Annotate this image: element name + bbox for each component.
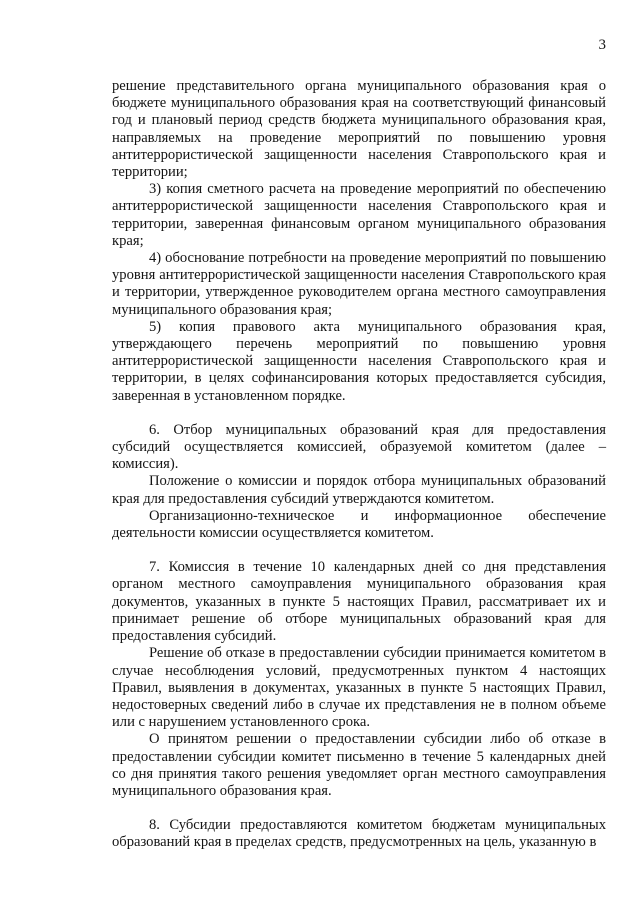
page-number: 3 — [598, 37, 606, 53]
paragraph-refusal-decision: Решение об отказе в предоставлении субсидии принимается комитетом в случае несоблюдения условий, предусмотренных пунктом 4 настоящих Правил, выявления в документах, указанных в пункте 5 настоящих Правил, недостоверных сведений либо в случае их представления не в полном объеме или с нарушением установленного срока. — [112, 645, 606, 731]
paragraph-section-7: 7. Комиссия в течение 10 календарных дней со дня представления органом местного самоуправления муниципального образования края документов, указанных в пункте 5 настоящих Правил, рассматривает их и принимает решение об отборе муниципальных образований края для предоставления субсидий. — [112, 559, 606, 645]
paragraph-item-3: 3) копия сметного расчета на проведение мероприятий по обеспечению антитеррористической защищенности населения Ставропольского края и территории, заверенная финансовым органом муниципального образования края; — [112, 181, 606, 249]
paragraph-section-6: 6. Отбор муниципальных образований края для предоставления субсидий осуществляется комиссией, образуемой комитетом (далее – комиссия). — [112, 421, 606, 473]
paragraph-item-4: 4) обоснование потребности на проведение мероприятий по повышению уровня антитеррористической защищенности населения Ставропольского края и территории, утвержденное руководителем органа местного самоуправления муниципального образования края; — [112, 250, 606, 318]
paragraph-item-5: 5) копия правового акта муниципального образования края, утверждающего перечень мероприятий по повышению уровня антитеррористической защищенности населения Ставропольского края и территории, в целях софинансирования которых предоставляется субсидия, заверенная в установленном порядке. — [112, 318, 606, 404]
paragraph-notification: О принятом решении о предоставлении субсидии либо об отказе в предоставлении субсидии комитет письменно в течение 5 календарных дней со дня принятия такого решения уведомляет орган местного самоуправления муниципального образования края. — [112, 731, 606, 799]
document-body — [112, 78, 606, 852]
paragraph-commission-regulation: Положение о комиссии и порядок отбора муниципальных образований края для предоставления субсидий утверждаются комитетом. — [112, 473, 606, 507]
paragraph-commission-support: Организационно-техническое и информационное обеспечение деятельности комиссии осуществляется комитетом. — [112, 507, 606, 542]
paragraph-budget-decision-continuation: решение представительного органа муниципального образования края о бюджете муниципального образования края на соответствующий финансовый год и плановый период средств бюджета муниципального образования края, направляемых на проведение мероприятий по повышению уровня антитеррористической защищенности населения Ставропольского края и территории; — [112, 78, 606, 181]
paragraph-section-8: 8. Субсидии предоставляются комитетом бюджетам муниципальных образований края в пределах средств, предусмотренных на цель, указанную в — [112, 817, 606, 851]
